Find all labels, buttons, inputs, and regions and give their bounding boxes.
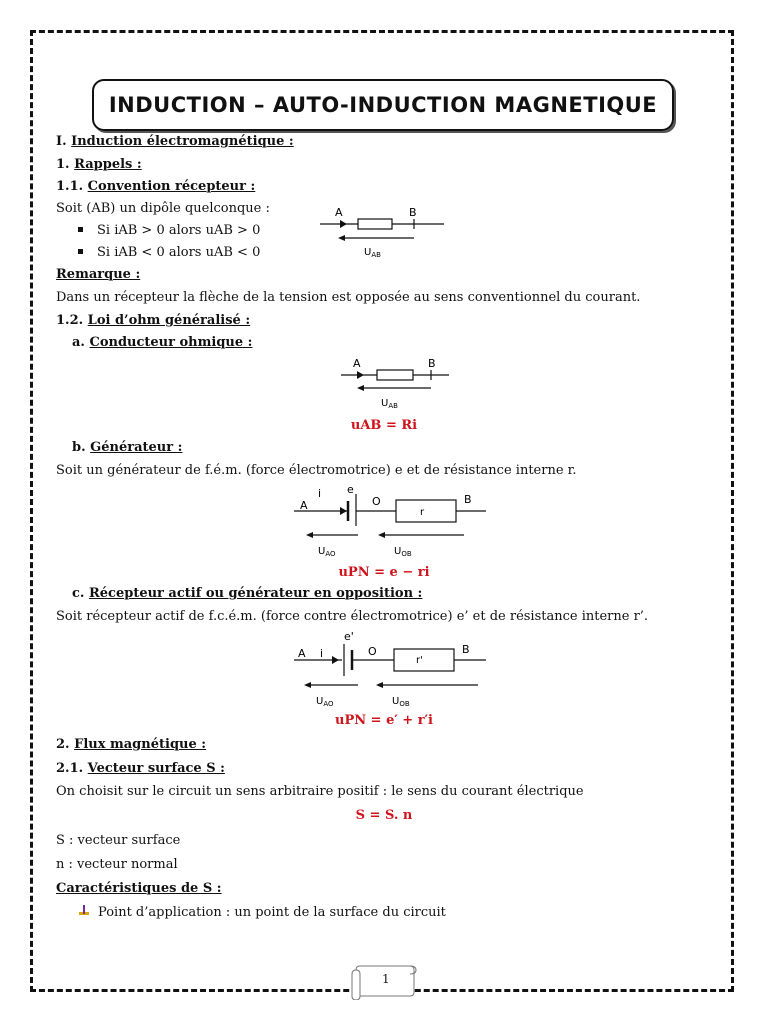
section-1-1-1-heading: 1.1. Convention récepteur : [56,179,256,194]
def-vecteur-surface: S : vecteur surface [56,833,181,848]
remarque-heading: Remarque : [56,267,141,282]
remarque-text: Dans un récepteur la flèche de la tension est opposée au sens conventionnel du courant. [56,290,641,305]
svg-text:UOB: $U_{OB}$ [392,696,410,708]
subsection-a-heading: a. Conducteur ohmique : [72,335,253,350]
svg-text:i: i [318,487,322,500]
section-2-heading: 2. Flux magnétique : [56,737,207,752]
receptor-text: Soit récepteur actif de f.c.é.m. (force contre électromotrice) e’ et de résistance interne r’. [56,609,649,624]
svg-text:UAB: $U_{AB}$ [381,398,398,410]
svg-text:A: A [300,499,308,512]
section-2-1-heading: 2.1. Vecteur surface S : [56,761,225,776]
bullet-1: Si iAB > 0 alors uAB > 0 [56,223,260,239]
formula-generator: uPN = e − ri [338,565,430,580]
dipole-diagram [312,200,452,264]
svg-text:r': r' [416,655,423,666]
svg-text:O: O [372,495,381,508]
ohmic-diagram [335,354,455,412]
flux-text: On choisit sur le circuit un sens arbitraire positif : le sens du courant électrique [56,784,584,799]
subsection-c-heading: c. Récepteur actif ou générateur en opposition : [72,586,423,601]
caracteristiques-heading: Caractéristiques de S : [56,881,222,896]
generator-diagram [290,482,490,562]
page-number: 1 [382,972,390,986]
svg-text:e': e' [344,630,354,643]
svg-text:B: B [462,643,470,656]
receptor-diagram [290,628,490,710]
formula-surface: S = S. n [355,808,413,823]
page-title: INDUCTION – AUTO-INDUCTION MAGNETIQUE [108,93,658,117]
svg-text:A: A [353,357,361,370]
pin-bullet-icon [78,905,90,917]
svg-text:UAO: $U_{AO}$ [316,696,334,708]
svg-text:i: i [320,647,324,660]
generator-text: Soit un générateur de f.é.m. (force électromotrice) e et de résistance interne r. [56,463,577,478]
svg-text:UAO: $U_{AO}$ [318,546,336,558]
section-1-2-heading: 1.2. Loi d’ohm généralisé : [56,313,251,328]
subsection-b-heading: b. Générateur : [72,440,183,455]
svg-text:A: A [335,206,343,219]
section-1-1-heading: 1. Rappels : [56,157,142,172]
svg-text:UOB: $U_{OB}$ [394,546,412,558]
formula-ohm: uAB = Ri [350,418,418,433]
bullet-square-icon [78,249,83,254]
point-application-item: Point d’application : un point de la surface du circuit [78,905,446,921]
svg-text:UAB: $U_{AB}$ [364,247,381,259]
bullet-square-icon [78,227,83,232]
svg-text:B: B [409,206,417,219]
svg-text:O: O [368,645,377,658]
formula-receptor: uPN = e′ + r′i [335,713,433,728]
svg-text:B: B [464,493,472,506]
def-vecteur-normal: n : vecteur normal [56,857,178,872]
svg-text:B: B [428,357,436,370]
svg-text:r: r [420,507,425,518]
title-box [92,79,674,131]
svg-text:e: e [347,483,354,496]
svg-text:A: A [298,647,306,660]
section-1-heading: I. Induction électromagnétique : [56,134,294,149]
bullet-2: Si iAB < 0 alors uAB < 0 [56,245,260,261]
dipole-intro-text: Soit (AB) un dipôle quelconque : [56,201,270,216]
page-number-scroll [346,964,418,1000]
